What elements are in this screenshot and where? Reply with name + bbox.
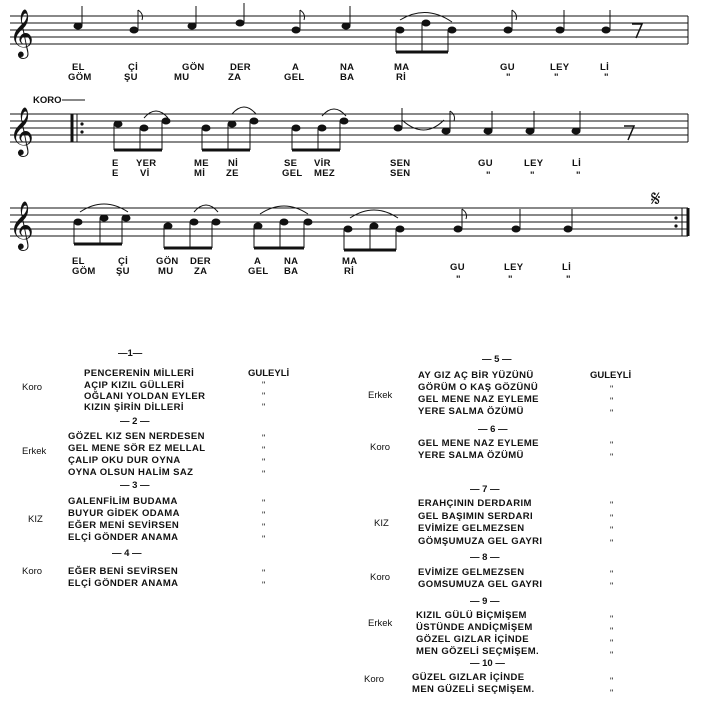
ditto-mark: ": [262, 469, 266, 479]
verse-line: GEL MENE NAZ EYLEME: [418, 438, 539, 449]
singer-label: KIZ: [28, 514, 43, 525]
lyric: ŞU: [124, 72, 138, 83]
singer-label: Koro: [370, 572, 391, 583]
lyric: BA: [284, 266, 299, 277]
verse-number: — 8 —: [470, 552, 500, 563]
notes-staff-1: [74, 3, 642, 52]
verse-number: — 5 —: [482, 354, 512, 365]
svg-text:𝄞: 𝄞: [9, 106, 34, 155]
verse-line: GEL MENE SÖR EZ MELLAL: [68, 443, 206, 454]
lyric: GEL: [284, 72, 305, 83]
lyric: GU: [450, 262, 465, 273]
lyric: BA: [340, 72, 355, 83]
ditto-mark: ": [610, 500, 614, 510]
lyric: MA: [394, 62, 410, 73]
lyric: SEN: [390, 168, 411, 179]
lyric: GÖN: [156, 256, 179, 267]
ditto-mark: ": [610, 569, 614, 579]
lyric: ZA: [194, 266, 208, 277]
singer-label: Erkek: [368, 618, 393, 629]
verse-line: PENCERENİN MİLLERİ: [84, 368, 195, 379]
lyric: Mİ: [194, 168, 206, 179]
lyric: Lİ: [572, 158, 582, 169]
refrain-label: GULEYLİ: [590, 370, 632, 381]
singer-label: Erkek: [22, 446, 47, 457]
verse-number: — 9 —: [470, 596, 500, 607]
lyric: EL: [72, 62, 85, 73]
ditto-mark: ": [262, 433, 266, 443]
lyric: ": [456, 274, 461, 285]
verse-number: — 4 —: [112, 548, 142, 559]
music-score: [0, 0, 710, 300]
lyric: A: [254, 256, 262, 267]
ditto-mark: ": [610, 525, 614, 535]
lyric: GEL: [248, 266, 269, 277]
singer-label: Erkek: [368, 390, 393, 401]
lyric: A: [292, 62, 300, 73]
lyric: E: [112, 168, 119, 179]
verse-line: EĞER BENİ SEVİRSEN: [68, 566, 179, 577]
singer-label: KIZ: [374, 518, 389, 529]
lyric: ": [566, 274, 571, 285]
lyric: LEY: [504, 262, 524, 273]
lyric: ": [554, 72, 559, 83]
lyric: Vİ: [140, 168, 150, 179]
verse-line: EĞER MENİ SEVİRSEN: [68, 520, 180, 531]
verse-line: GÖRÜM O KAŞ GÖZÜNÜ: [418, 382, 539, 393]
lyric: GU: [478, 158, 493, 169]
verse-line: ELÇİ GÖNDER ANAMA: [68, 578, 179, 589]
verse-line: KIZIL GÜLÜ BİÇMİŞEM: [416, 610, 527, 621]
lyric: SE: [284, 158, 298, 169]
lyric: MU: [158, 266, 174, 277]
lyric: Lİ: [562, 262, 572, 273]
verse-number: — 7 —: [470, 484, 500, 495]
ditto-mark: ": [610, 513, 614, 523]
lyric: MEZ: [314, 168, 335, 179]
lyric: ZE: [226, 168, 239, 179]
lyric: EL: [72, 256, 85, 267]
verse-number: — 6 —: [478, 424, 508, 435]
ditto-mark: ": [262, 510, 266, 520]
lyric: GÖM: [72, 266, 96, 277]
lyric: GÖN: [182, 62, 205, 73]
ditto-mark: ": [610, 626, 614, 636]
verse-line: ELÇİ GÖNDER ANAMA: [68, 532, 179, 543]
segno-icon: 𝄋: [651, 187, 661, 212]
ditto-mark: ": [262, 580, 266, 590]
ditto-mark: ": [610, 614, 614, 624]
lyric: ": [506, 72, 511, 83]
singer-label: Koro: [364, 674, 385, 685]
ditto-mark: ": [610, 650, 614, 660]
ditto-mark: ": [262, 445, 266, 455]
ditto-mark: ": [610, 396, 614, 406]
verse-line: ÜSTÜNDE ANDİÇMİŞEM: [416, 622, 533, 633]
verse-line: MEN GÖZELİ SEÇMİŞEM.: [416, 646, 540, 657]
lyric: DER: [190, 256, 211, 267]
verse-line: EVİMİZE GELMEZSEN: [418, 523, 525, 534]
lyric: ZA: [228, 72, 242, 83]
ditto-mark: ": [610, 408, 614, 418]
verses: [0, 340, 710, 712]
lyric: Rİ: [344, 266, 355, 277]
lyric: Rİ: [396, 72, 407, 83]
verse-line: YERE SALMA ÖZÜMÜ: [418, 406, 524, 417]
ditto-mark: ": [262, 391, 266, 401]
verse-line: GÖMŞUMUZA GEL GAYRI: [418, 536, 543, 547]
verse-line: KIZIN ŞİRİN DİLLERİ: [84, 402, 184, 413]
lyric: MU: [174, 72, 190, 83]
verse-line: GÖZEL GIZLAR İÇİNDE: [416, 634, 529, 645]
lyric: VİR: [314, 158, 331, 169]
ditto-mark: ": [610, 440, 614, 450]
verse-number: — 10 —: [470, 658, 505, 669]
ditto-mark: ": [610, 688, 614, 698]
verse-line: GEL MENE NAZ EYLEME: [418, 394, 539, 405]
lyric: ": [530, 170, 535, 181]
svg-text:𝄞: 𝄞: [9, 200, 34, 249]
lyric: NA: [340, 62, 355, 73]
lyric: ": [486, 170, 491, 181]
verse-line: AÇIP KIZIL GÜLLERİ: [84, 380, 185, 391]
verse-line: ÇALIP OKU DUR OYNA: [68, 455, 181, 466]
lyric: GU: [500, 62, 515, 73]
verse-line: GÜZEL GIZLAR İÇİNDE: [412, 672, 525, 683]
repeat-dots: [80, 122, 677, 227]
lyric: GEL: [282, 168, 303, 179]
lyric: GÖM: [68, 72, 92, 83]
verse-line: YERE SALMA ÖZÜMÜ: [418, 450, 524, 461]
verse-line: MEN GÜZELİ SEÇMİŞEM.: [412, 684, 535, 695]
lyric: LEY: [550, 62, 570, 73]
lyric: ŞU: [116, 266, 130, 277]
ditto-mark: ": [610, 676, 614, 686]
ditto-mark: ": [262, 457, 266, 467]
ditto-mark: ": [262, 522, 266, 532]
verse-line: GALENFİLİM BUDAMA: [68, 496, 178, 507]
lyric: Nİ: [228, 158, 239, 169]
staff-1: [10, 16, 688, 44]
ditto-mark: ": [610, 638, 614, 648]
notes-staff-3: [74, 204, 572, 250]
ditto-mark: ": [262, 534, 266, 544]
treble-clef-icon: [9, 8, 34, 251]
refrain-label: GULEYLİ: [248, 368, 290, 379]
staff-notation: [0, 0, 710, 300]
lyric: ME: [194, 158, 209, 169]
lyric: Lİ: [600, 62, 610, 73]
ditto-mark: ": [610, 538, 614, 548]
lyric: E: [112, 158, 119, 169]
singer-label: Koro: [22, 382, 43, 393]
verse-line: ERAHÇININ DERDARIM: [418, 498, 532, 509]
verse-number: —1—: [118, 348, 143, 359]
verse-line: GEL BAŞIMIN SERDARI: [418, 511, 534, 522]
ditto-mark: ": [262, 498, 266, 508]
lyric: ": [604, 72, 609, 83]
staff-2: [10, 114, 688, 142]
koro-label: KORO: [33, 95, 62, 106]
lyric: Çİ: [118, 256, 129, 267]
svg-text:𝄞: 𝄞: [9, 8, 34, 57]
lyric: MA: [342, 256, 358, 267]
lyric: ": [576, 170, 581, 181]
verse-line: BUYUR GİDEK ODAMA: [68, 508, 180, 519]
verse-number: — 2 —: [120, 416, 150, 427]
lyric: ": [508, 274, 513, 285]
verse-line: OĞLANI YOLDAN EYLER: [84, 391, 206, 402]
lyric: DER: [230, 62, 251, 73]
singer-label: Koro: [22, 566, 43, 577]
lyric: SEN: [390, 158, 411, 169]
verse-line: EVİMİZE GELMEZSEN: [418, 567, 525, 578]
lyric: Çİ: [128, 62, 139, 73]
lyric: NA: [284, 256, 299, 267]
lyric: LEY: [524, 158, 544, 169]
ditto-mark: ": [262, 380, 266, 390]
verse-line: GÖZEL KIZ SEN NERDESEN: [68, 431, 205, 442]
verse-line: OYNA OLSUN HALİM SAZ: [68, 467, 194, 478]
verse-line: GOMSUMUZA GEL GAYRI: [418, 579, 543, 590]
ditto-mark: ": [610, 452, 614, 462]
ditto-mark: ": [262, 568, 266, 578]
ditto-mark: ": [262, 402, 266, 412]
ditto-mark: ": [610, 384, 614, 394]
singer-label: Koro: [370, 442, 391, 453]
lyric: YER: [136, 158, 157, 169]
ditto-mark: ": [610, 581, 614, 591]
verse-line: AY GIZ AÇ BİR YÜZÜNÜ: [418, 370, 534, 381]
verse-number: — 3 —: [120, 480, 150, 491]
